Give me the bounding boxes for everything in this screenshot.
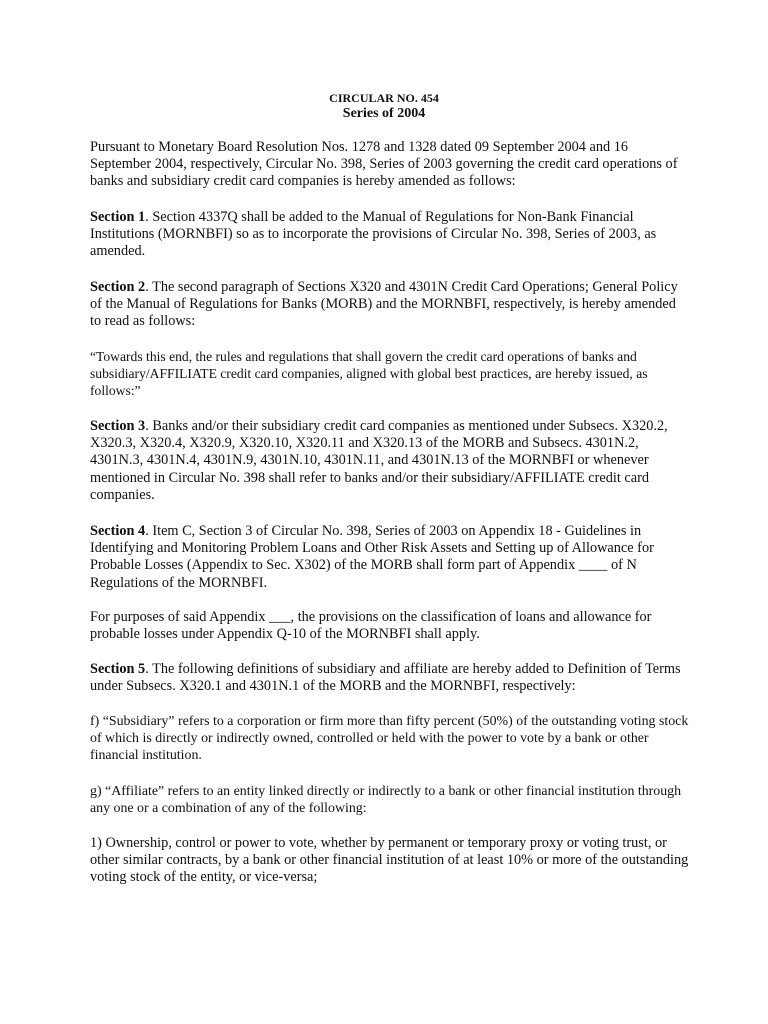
section-5-text: . The following definitions of subsidiary and affiliate are hereby added to Definition of Terms under Subsecs. X320.1 and 4301N.1 of the MORB and the MORNBFI, respectively:: [90, 661, 681, 695]
definition-affiliate: g) “Affiliate” refers to an entity linked directly or indirectly to a bank or other financial institution through any one or a combination of any of the following:: [90, 784, 682, 817]
section-4-paragraph: [90, 523, 690, 592]
circular-series: Series of 2004: [342, 106, 426, 121]
intro-paragraph: Pursuant to Monetary Board Resolution Nos. 1278 and 1328 dated 09 September 2004 and 16 September 2004, respectively, Circular No. 398, Series of 2003 governing the credit card operations of banks and subsidiary credit card companies is hereby amended as follows:: [90, 139, 678, 190]
section-3-text: . Banks and/or their subsidiary credit card companies as mentioned under Subsecs. X320.2, X320.3, X320.4, X320.9, X320.10, X320.11 and X320.13 of the MORB and Subsecs. 4301N.2, 4301N.3, 4301N.4, 4301N.9, 4301N.10, 4301N.11, and 4301N.13 of the MORNBFI or whenever mentioned in Circular No. 398 shall refer to banks and/or their subsidiary/AFFILIATE credit card companies.: [90, 418, 668, 503]
section-3-paragraph: [90, 418, 690, 504]
section-2-label: Section 2: [90, 279, 146, 295]
section-5-label: Section 5: [90, 661, 146, 677]
affiliate-item-1: 1) Ownership, control or power to vote, whether by permanent or temporary proxy or voting trust, or other similar contracts, by a bank or other financial institution of at least 10% or more of the outstanding voting stock of the entity, or vice-versa;: [90, 835, 689, 886]
section-1-label: Section 1: [90, 209, 146, 225]
section-1-paragraph: [90, 209, 690, 261]
section-4-text: . Item C, Section 3 of Circular No. 398, Series of 2003 on Appendix 18 - Guidelines in Identifying and Monitoring Problem Loans and Other Risk Assets and Setting up of Allowance for Probable Losses (Appendix to Sec. X302) of the MORB shall form part of Appendix ____ of N Regulations of the MORNBFI.: [90, 523, 654, 591]
purposes-paragraph: For purposes of said Appendix ___, the provisions on the classification of loans and allowance for probable losses under Appendix Q-10 of the MORNBFI shall apply.: [90, 609, 652, 643]
section-4-label: Section 4: [90, 523, 146, 539]
section-5-paragraph: [90, 661, 690, 695]
section-2-text: . The second paragraph of Sections X320 and 4301N Credit Card Operations; General Policy of the Manual of Regulations for Banks (MORB) and the MORNBFI, respectively, is hereby amended to read as follows:: [90, 279, 678, 330]
section-2-paragraph: [90, 279, 690, 331]
definition-subsidiary: f) “Subsidiary” refers to a corporation or firm more than fifty percent (50%) of the outstanding voting stock of which is directly or indirectly owned, controlled or held with the power to vote by a bank or other financial institution.: [90, 714, 689, 764]
section-3-label: Section 3: [90, 418, 146, 434]
amended-quote: “Towards this end, the rules and regulations that shall govern the credit card operations of banks and subsidiary/AFFILIATE credit card companies, aligned with global best practices, are hereby issued, as follows:”: [90, 349, 648, 399]
section-1-text: . Section 4337Q shall be added to the Manual of Regulations for Non-Bank Financial Institutions (MORNBFI) so as to incorporate the provisions of Circular No. 398, Series of 2003, as amended.: [90, 209, 657, 260]
circular-title: CIRCULAR NO. 454: [329, 91, 439, 105]
